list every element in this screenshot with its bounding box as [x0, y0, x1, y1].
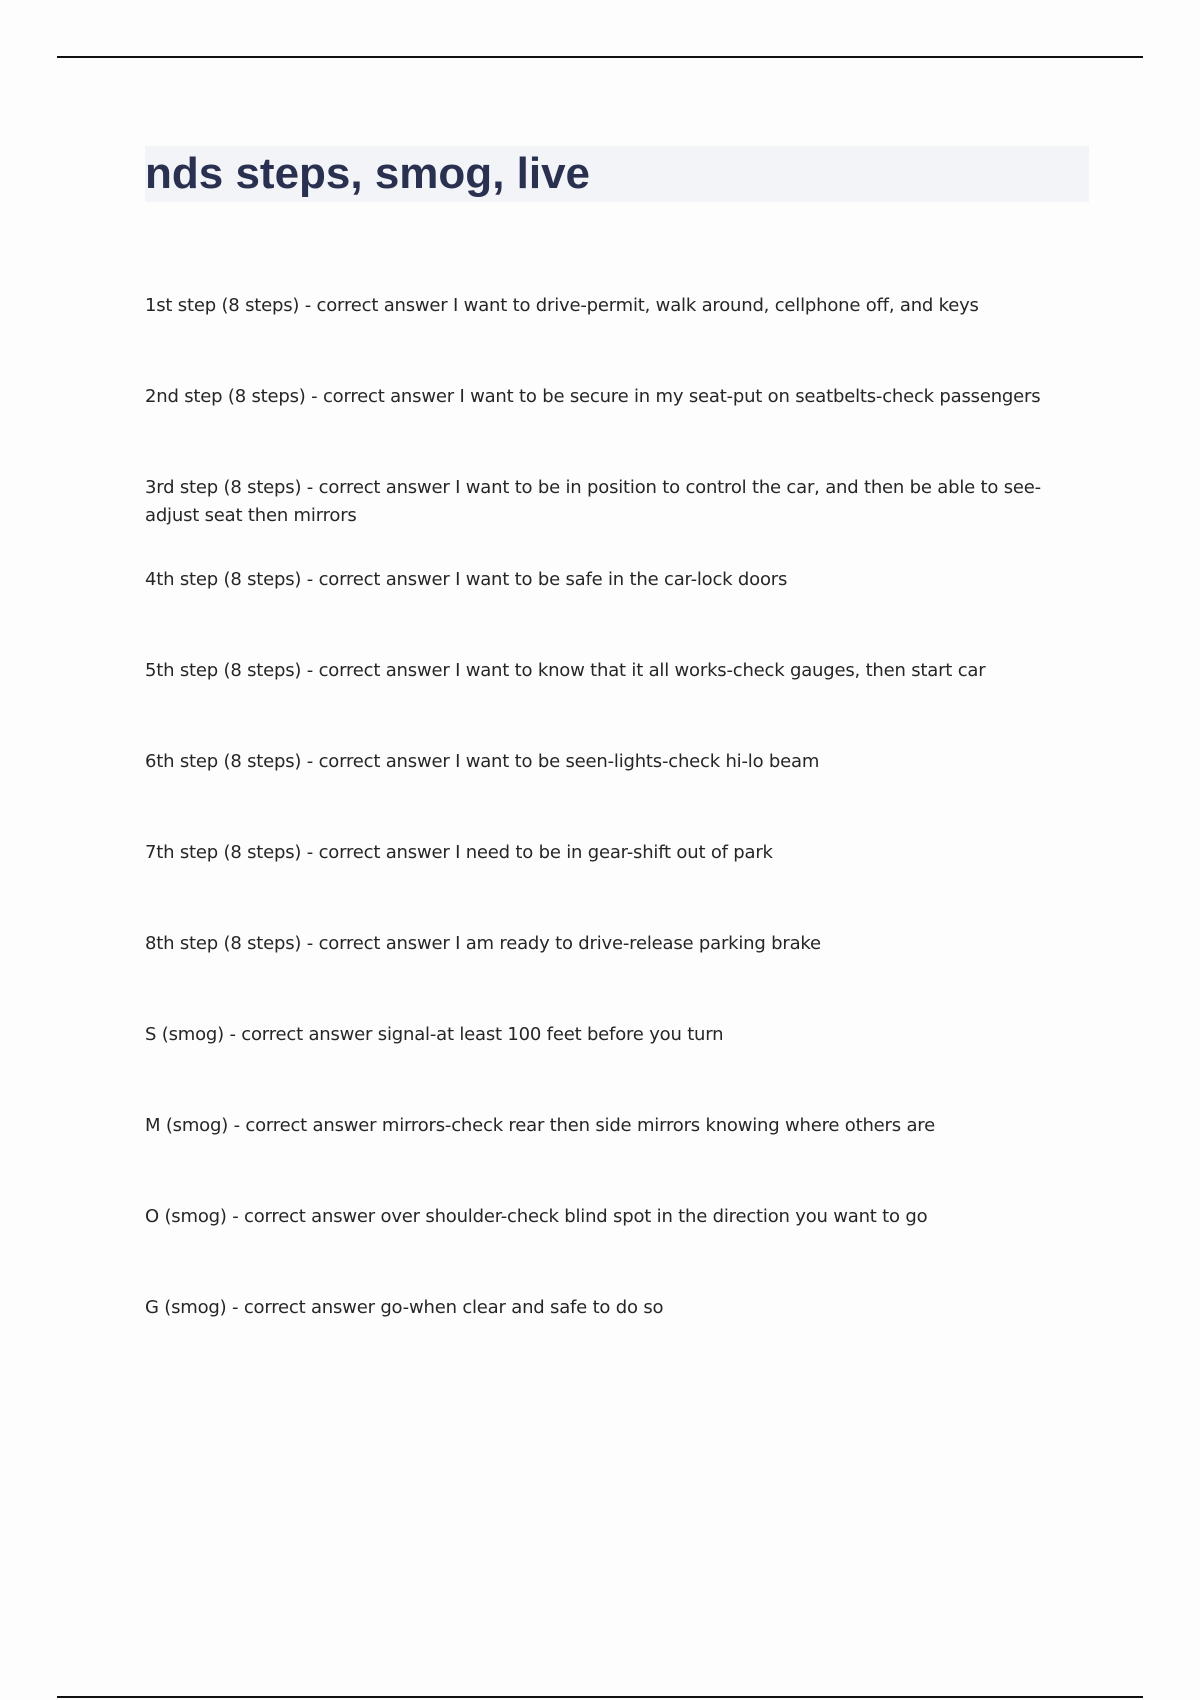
entry-term: 8th step (8 steps) [145, 933, 302, 954]
entry-label: correct answer [318, 660, 450, 681]
entry-answer: I want to be in position to control the car, and then be able to see-adjust seat then mirrors [145, 477, 1041, 526]
entry-label: correct answer [316, 295, 448, 316]
entry-separator: - [301, 933, 319, 954]
entry-label: correct answer [243, 1297, 375, 1318]
entry-label: correct answer [245, 1115, 377, 1136]
entry-label: correct answer [318, 751, 450, 772]
entry-separator: - [301, 842, 319, 863]
entry-answer: mirrors-check rear then side mirrors knowing where others are [381, 1115, 935, 1136]
flashcard-list [145, 292, 1065, 1322]
entry-term: 6th step (8 steps) [145, 751, 302, 772]
entry-term: 1st step (8 steps) [145, 295, 300, 316]
flashcard-entry [145, 1112, 1065, 1140]
entry-answer: I want to be secure in my seat-put on seatbelts-check passengers [459, 386, 1041, 407]
entry-term: 5th step (8 steps) [145, 660, 302, 681]
bottom-rule [57, 1696, 1143, 1698]
flashcard-entry [145, 292, 1065, 320]
entry-separator: - [301, 477, 319, 498]
flashcard-entry [145, 566, 1065, 594]
entry-answer: I want to be safe in the car-lock doors [455, 569, 788, 590]
top-rule [57, 56, 1143, 58]
document-title: nds steps, smog, live [145, 149, 591, 198]
entry-separator: - [299, 295, 317, 316]
entry-separator: - [301, 660, 319, 681]
entry-separator: - [226, 1297, 244, 1318]
entry-term: 2nd step (8 steps) [145, 386, 306, 407]
entry-separator: - [223, 1024, 242, 1045]
flashcard-entry [145, 1294, 1065, 1322]
entry-term: 3rd step (8 steps) [145, 477, 302, 498]
flashcard-entry [145, 839, 1065, 867]
flashcard-entry [145, 383, 1065, 411]
entry-answer: I need to be in gear-shift out of park [455, 842, 773, 863]
flashcard-entry [145, 1203, 1065, 1231]
entry-answer: I am ready to drive-release parking brake [455, 933, 821, 954]
entry-label: correct answer [318, 933, 450, 954]
flashcard-entry [145, 1021, 1065, 1049]
entry-term: M (smog) [145, 1115, 229, 1136]
entry-term: 7th step (8 steps) [145, 842, 302, 863]
entry-answer: I want to be seen-lights-check hi-lo beam [455, 751, 820, 772]
entry-label: correct answer [318, 842, 450, 863]
entry-separator: - [301, 751, 319, 772]
flashcard-entry [145, 748, 1065, 776]
entry-term: G (smog) [145, 1297, 227, 1318]
entry-label: correct answer [241, 1024, 373, 1045]
entry-label: correct answer [318, 477, 450, 498]
entry-separator: - [228, 1115, 246, 1136]
entry-label: correct answer [318, 569, 450, 590]
flashcard-entry [145, 657, 1065, 685]
entry-term: S (smog) [145, 1024, 224, 1045]
entry-answer: I want to know that it all works-check gauges, then start car [455, 660, 986, 681]
flashcard-entry [145, 930, 1065, 958]
entry-answer: go-when clear and safe to do so [380, 1297, 664, 1318]
entry-separator: - [226, 1206, 245, 1227]
entry-label: correct answer [244, 1206, 375, 1227]
entry-separator: - [305, 386, 323, 407]
entry-separator: - [301, 569, 319, 590]
entry-answer: I want to drive-permit, walk around, cellphone off, and keys [453, 295, 979, 316]
entry-answer: over shoulder-check blind spot in the direction you want to go [380, 1206, 928, 1227]
entry-term: 4th step (8 steps) [145, 569, 302, 590]
entry-answer: signal-at least 100 feet before you turn [377, 1024, 724, 1045]
flashcard-entry [145, 474, 1065, 530]
entry-term: O (smog) [145, 1206, 227, 1227]
entry-label: correct answer [322, 386, 454, 407]
